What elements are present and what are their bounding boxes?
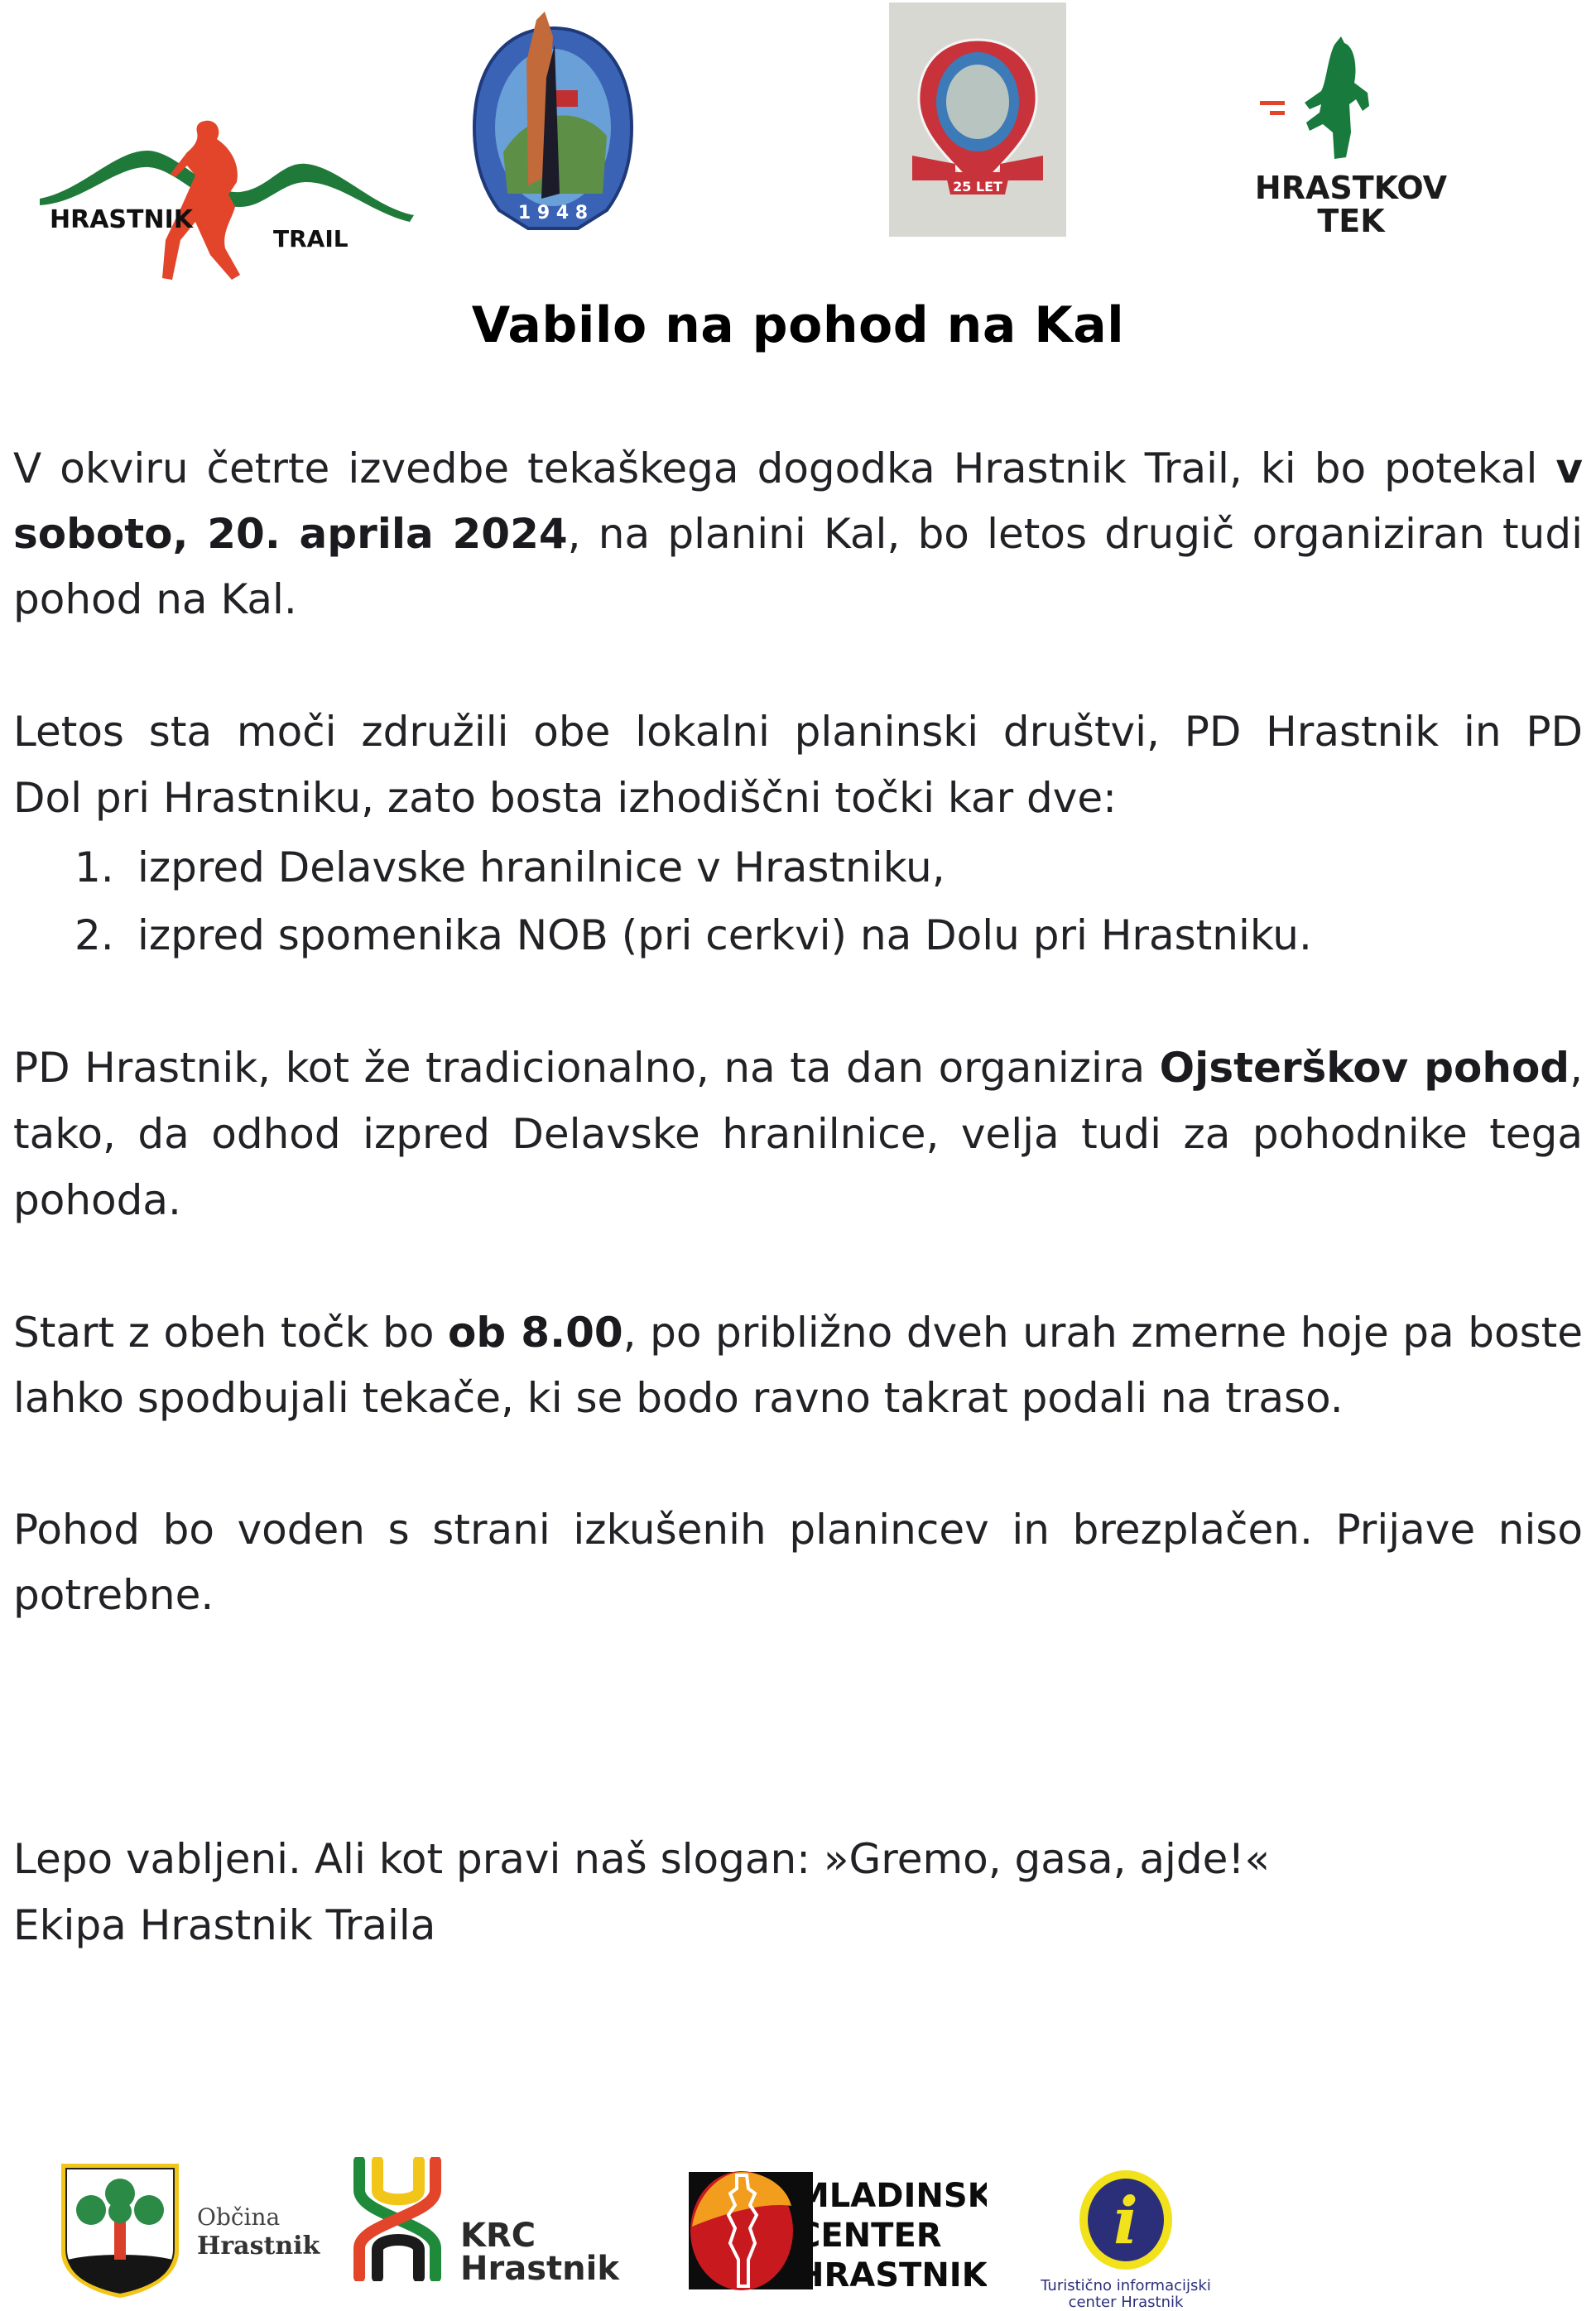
krc-line1: KRC — [460, 2217, 536, 2255]
mc-line1: MLADINSKI — [796, 2177, 987, 2215]
list-number: 1. — [75, 843, 114, 891]
obcina-coat-of-arms-icon — [58, 2160, 182, 2301]
start-point-list-item — [0, 902, 1596, 968]
page-title: Vabilo na pohod na Kal — [471, 296, 1125, 354]
paragraph-5-line-2: potrebne. — [13, 1571, 214, 1619]
pd-hrastnik-year: 1 9 4 8 — [517, 203, 589, 223]
pd-dol-badge-icon — [889, 2, 1066, 237]
start-time-bold: ob 8.00 — [448, 1309, 623, 1357]
paragraph-2-line-2: Dol pri Hrastniku, zato bosta izhodiščni točki kar dve: — [13, 774, 1117, 822]
paragraph-1-text: , na planini Kal, bo letos drugič organiziran tudi — [567, 510, 1583, 558]
list-number: 2. — [75, 911, 114, 959]
pd-hrastnik-badge-icon — [462, 12, 644, 235]
hrastnik-trail-text-left: HRASTNIK — [50, 205, 194, 234]
hrastnik-trail-logo-graphic — [33, 116, 422, 290]
hrastnik-trail-logo — [33, 116, 422, 290]
event-date-bold: v — [1555, 444, 1583, 492]
pd-dol-logo — [889, 2, 1066, 237]
ojsterskov-pohod-bold: Ojsterškov pohod — [1159, 1044, 1570, 1092]
paragraph-4-line-1 — [13, 1300, 1583, 1366]
paragraph-1-line-2 — [13, 501, 1583, 567]
paragraph-4-text: , po približno dveh urah zmerne hoje pa boste — [623, 1309, 1584, 1357]
hrastnik-trail-text-right: TRAIL — [273, 225, 349, 252]
tic-line2: center Hrastnik — [1068, 2294, 1184, 2311]
runner-icon — [162, 121, 240, 280]
mladinski-center-logo — [689, 2169, 987, 2293]
pd-dol-banner-text: 25 LET — [953, 179, 1002, 195]
tic-line1: Turistično informacijski — [1041, 2277, 1211, 2294]
obcina-line2: Hrastnik — [197, 2232, 320, 2261]
krc-line2: Hrastnik — [460, 2250, 619, 2288]
paragraph-1-line-1 — [13, 435, 1583, 502]
hrastkov-tek-line2: TEK — [1317, 203, 1385, 239]
event-date-bold-cont: soboto, 20. aprila 2024 — [13, 510, 568, 558]
running-acorn-icon — [1305, 36, 1369, 159]
paragraph-5-line-1: Pohod bo voden s strani izkušenih planincev in brezplačen. Prijave niso — [13, 1506, 1583, 1554]
pd-hrastnik-logo — [462, 12, 644, 235]
hrastkov-tek-logo — [1252, 33, 1450, 240]
paragraph-4-line-2: lahko spodbujali tekače, ki se bodo ravno takrat podali na traso. — [13, 1374, 1344, 1422]
paragraph-1-text: V okviru četrte izvedbe tekaškega dogodka Hrastnik Trail, ki bo potekal — [13, 444, 1556, 492]
closing-slogan: Lepo vabljeni. Ali kot pravi naš slogan: »Gremo, gasa, ajde!« — [13, 1835, 1271, 1883]
mladinski-center-graphic — [689, 2169, 987, 2293]
hrastkov-tek-graphic — [1252, 33, 1450, 240]
mc-line2: CENTER — [796, 2217, 942, 2255]
tic-hrastnik-logo — [1035, 2169, 1217, 2311]
obcina-line1: Občina — [197, 2203, 281, 2231]
hrastkov-tek-line1: HRASTKOV — [1254, 170, 1448, 206]
paragraph-3-line-3: pohoda. — [13, 1176, 181, 1224]
krc-symbol-icon — [353, 2157, 444, 2281]
mc-line3: HRASTNIK — [796, 2256, 987, 2293]
paragraph-3-line-1 — [13, 1035, 1583, 1101]
list-text: izpred spomenika NOB (pri cerkvi) na Dolu pri Hrastniku. — [137, 911, 1312, 959]
paragraph-2-line-1: Letos sta moči združili obe lokalni planinski društvi, PD Hrastnik in PD — [13, 708, 1583, 756]
paragraph-4-text: Start z obeh točk bo — [13, 1309, 449, 1357]
paragraph-1-line-3: pohod na Kal. — [13, 575, 297, 623]
obcina-hrastnik-logo — [58, 2160, 323, 2301]
list-text: izpred Delavske hranilnice v Hrastniku, — [137, 843, 945, 891]
info-glyph: i — [1113, 2184, 1138, 2259]
start-point-list-item — [0, 834, 1596, 901]
paragraph-3-line-2: tako, da odhod izpred Delavske hranilnice, velja tudi za pohodnike tega — [13, 1110, 1583, 1158]
info-icon — [1035, 2169, 1217, 2276]
closing-signature: Ekipa Hrastnik Traila — [13, 1901, 436, 1949]
paragraph-3-comma: , — [1570, 1044, 1583, 1092]
paragraph-3-text: PD Hrastnik, kot že tradicionalno, na ta dan organizira — [13, 1044, 1160, 1092]
krc-hrastnik-logo — [353, 2157, 618, 2289]
